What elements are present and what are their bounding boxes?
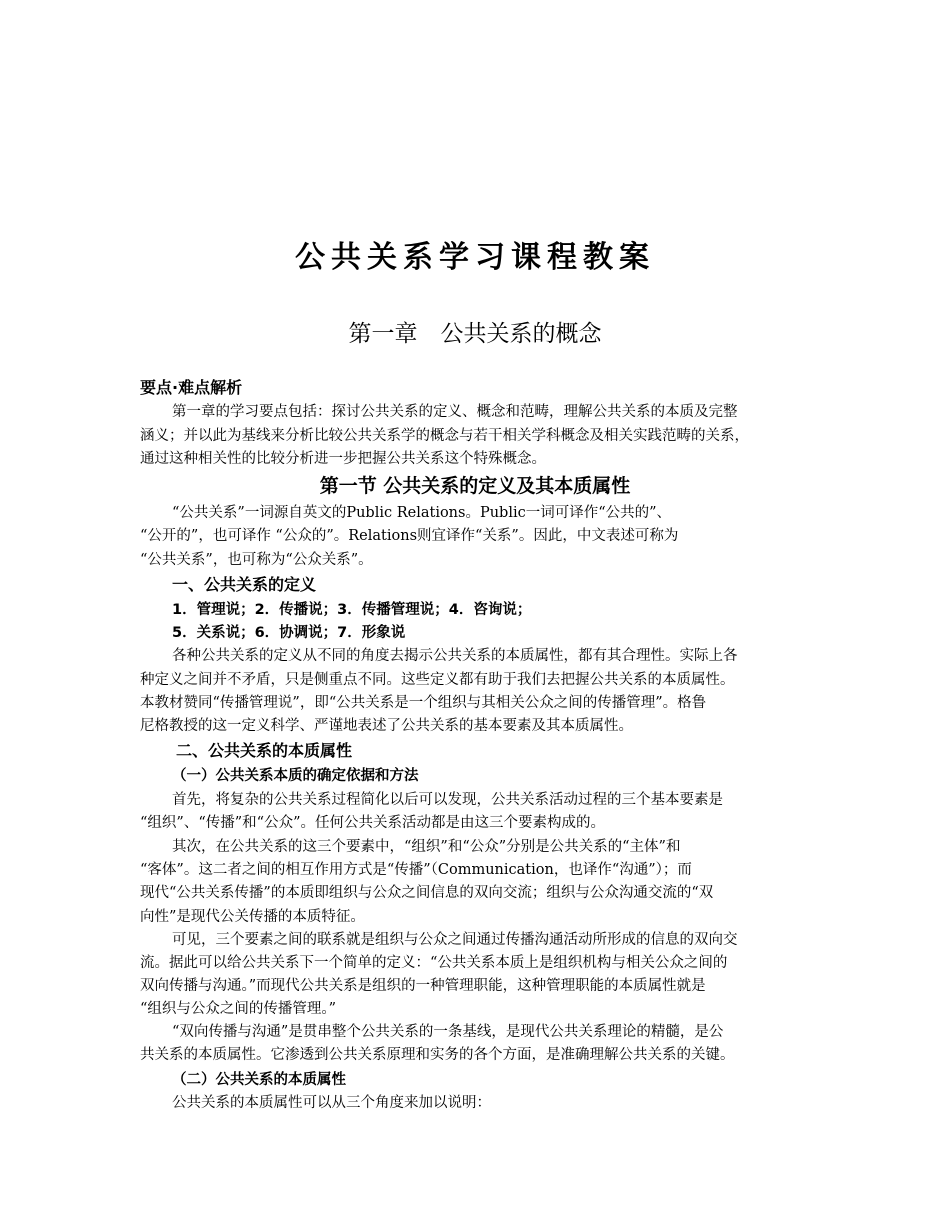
paragraph-line: “客体”。这二者之间的相互作用方式是“传播”（Communication，也译作“沟通”）；而 xyxy=(140,862,692,878)
definition-heading: 一、公共关系的定义 xyxy=(172,575,317,594)
intro-line: “公共关系”，也可称为“公众关系”。 xyxy=(140,552,373,568)
intro-line: “公共关系”一词源自英文的Public Relations。Public一词可译作“公共的”、 xyxy=(172,505,672,521)
nature-heading: 二、公共关系的本质属性 xyxy=(176,741,353,760)
paragraph-line: 可见，三个要素之间的联系就是组织与公众之间通过传播沟通活动所形成的信息的双向交 xyxy=(172,932,738,948)
paragraph-line: 首先，将复杂的公共关系过程简化以后可以发现，公共关系活动过程的三个基本要素是 xyxy=(172,792,723,808)
key-points-heading: 要点·难点解析 xyxy=(140,378,243,397)
chapter-title: 第一章 公共关系的概念 xyxy=(348,321,602,347)
definition-items: 5．关系说；6．协调说；7．形象说 xyxy=(172,625,406,641)
key-points-line: 通过这种相关性的比较分析进一步把握公共关系这个特殊概念。 xyxy=(140,451,546,467)
definition-paragraph-line: 种定义之间并不矛盾，只是侧重点不同。这些定义都有助于我们去把握公共关系的本质属性。 xyxy=(140,672,735,688)
paragraph-line: 现代“公共关系传播”的本质即组织与公众之间信息的双向交流；组织与公众沟通交流的“双 xyxy=(140,885,714,901)
subsection-heading: （二）公共关系的本质属性 xyxy=(172,1072,346,1088)
document-title: 公共关系学习课程教案 xyxy=(295,240,655,275)
key-points-line: 第一章的学习要点包括：探讨公共关系的定义、概念和范畴，理解公共关系的本质及完整 xyxy=(172,404,738,420)
section-title: 第一节 公共关系的定义及其本质属性 xyxy=(319,475,631,497)
paragraph-line: “双向传播与沟通”是贯串整个公共关系的一条基线，是现代公共关系理论的精髓，是公 xyxy=(172,1024,724,1040)
definition-paragraph-line: 各种公共关系的定义从不同的角度去揭示公共关系的本质属性，都有其合理性。实际上各 xyxy=(172,648,738,664)
paragraph-line: “组织与公众之间的传播管理。” xyxy=(140,1001,337,1017)
definition-paragraph-line: 本教材赞同“传播管理说”，即“公共关系是一个组织与其相关公众之间的传播管理”。格鲁 xyxy=(140,695,707,711)
paragraph-line: 流。据此可以给公共关系下一个简单的定义：“公共关系本质上是组织机构与相关公众之间的 xyxy=(140,955,728,971)
paragraph-line: 共关系的本质属性。它渗透到公共关系原理和实务的各个方面，是准确理解公共关系的关键。 xyxy=(140,1047,735,1063)
intro-line: “公开的”，也可译作 “公众的”。Relations则宜译作“关系”。因此，中文表述可称为 xyxy=(140,528,679,544)
subsection-heading: （一）公共关系本质的确定依据和方法 xyxy=(172,768,419,784)
paragraph-line: 双向传播与沟通。”而现代公共关系是组织的一种管理职能，这种管理职能的本质属性就是 xyxy=(140,978,706,994)
definition-items: 1．管理说；2．传播说；3．传播管理说；4．咨询说； xyxy=(172,602,532,618)
paragraph-line: “组织”、“传播”和“公众”。任何公共关系活动都是由这三个要素构成的。 xyxy=(140,815,605,831)
paragraph-line: 向性”是现代公关传播的本质特征。 xyxy=(140,909,365,925)
paragraph-line: 其次，在公共关系的这三个要素中，“组织”和“公众”分别是公共关系的“主体”和 xyxy=(172,839,681,855)
paragraph-line: 公共关系的本质属性可以从三个角度来加以说明： xyxy=(172,1095,491,1111)
definition-paragraph-line: 尼格教授的这一定义科学、严谨地表述了公共关系的基本要素及其本质属性。 xyxy=(140,718,633,734)
key-points-line: 涵义；并以此为基线来分析比较公共关系学的概念与若干相关学科概念及相关实践范畴的关系， xyxy=(140,428,749,444)
